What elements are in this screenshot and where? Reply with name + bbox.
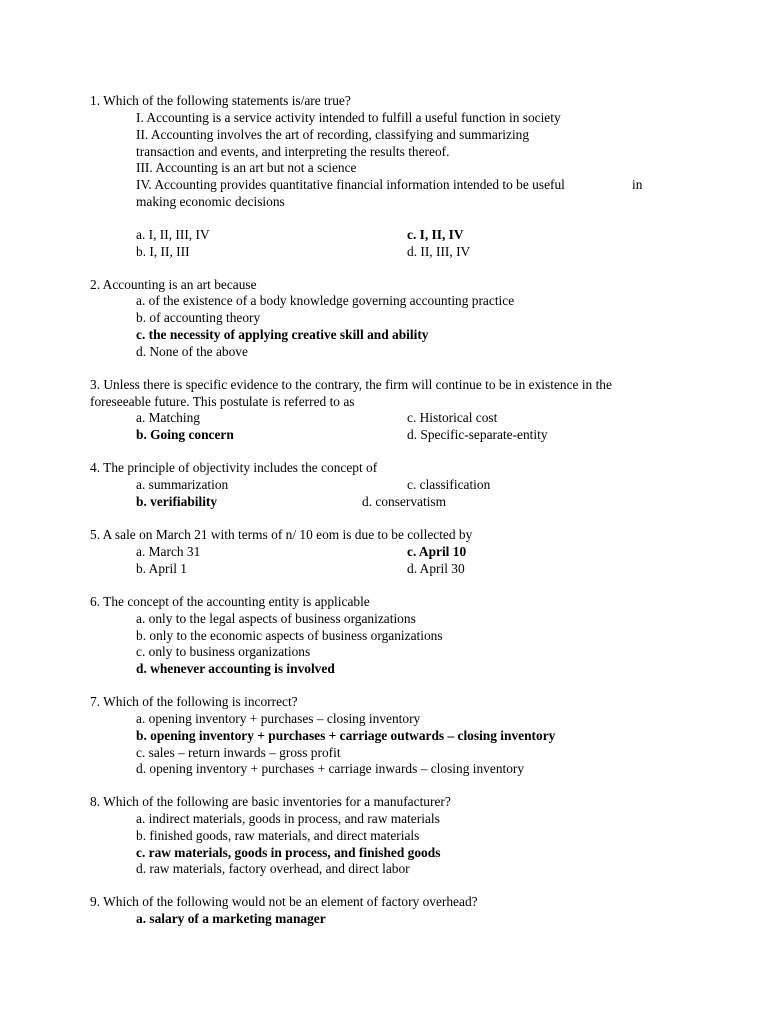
q1-statement-1: I. Accounting is a service activity intended to fulfill a useful function in society xyxy=(136,110,561,125)
q7-option-a: a. opening inventory + purchases – closing inventory xyxy=(136,711,421,726)
q1-statement-4-trailing: in xyxy=(632,177,643,192)
q4-option-d: d. conservatism xyxy=(362,494,447,509)
q8-option-c: c. raw materials, goods in process, and finished goods xyxy=(136,845,441,860)
q7-option-b: b. opening inventory + purchases + carriage outwards – closing inventory xyxy=(136,728,556,743)
q4-option-c: c. classification xyxy=(407,477,491,492)
q7-option-d: d. opening inventory + purchases + carriage inwards – closing inventory xyxy=(136,761,525,776)
q1-statement-4-cont: making economic decisions xyxy=(136,194,285,209)
q2-option-b: b. of accounting theory xyxy=(136,310,261,325)
q2-option-d: d. None of the above xyxy=(136,344,248,359)
q2-option-a: a. of the existence of a body knowledge governing accounting practice xyxy=(136,293,515,308)
q1-option-b: b. I, II, III xyxy=(136,244,190,259)
q5-option-c: c. April 10 xyxy=(407,544,467,559)
q3-option-d: d. Specific-separate-entity xyxy=(407,427,548,442)
q1-statement-2-cont: transaction and events, and interpreting the results thereof. xyxy=(136,144,450,159)
q4-stem: 4. The principle of objectivity includes the concept of xyxy=(90,460,378,475)
q6-option-b: b. only to the economic aspects of business organizations xyxy=(136,628,443,643)
q1-statement-4: IV. Accounting provides quantitative financial information intended to be useful xyxy=(136,177,565,192)
q3-stem-cont: foreseeable future. This postulate is referred to as xyxy=(90,394,355,409)
q9-stem: 9. Which of the following would not be an element of factory overhead? xyxy=(90,894,478,909)
q7-option-c: c. sales – return inwards – gross profit xyxy=(136,745,341,760)
q4-option-a: a. summarization xyxy=(136,477,229,492)
q5-stem: 5. A sale on March 21 with terms of n/ 10 eom is due to be collected by xyxy=(90,527,473,542)
q6-option-a: a. only to the legal aspects of business organizations xyxy=(136,611,416,626)
q2-stem: 2. Accounting is an art because xyxy=(90,277,257,292)
q5-option-d: d. April 30 xyxy=(407,561,465,576)
q9-option-a: a. salary of a marketing manager xyxy=(136,911,326,926)
q6-option-d: d. whenever accounting is involved xyxy=(136,661,335,676)
q1-statement-2: II. Accounting involves the art of recording, classifying and summarizing xyxy=(136,127,530,142)
q4-option-b: b. verifiability xyxy=(136,494,218,509)
q3-option-c: c. Historical cost xyxy=(407,410,498,425)
q1-option-d: d. II, III, IV xyxy=(407,244,471,259)
q3-option-b: b. Going concern xyxy=(136,427,234,442)
q1-stem: 1. Which of the following statements is/are true? xyxy=(90,93,351,108)
q1-option-a: a. I, II, III, IV xyxy=(136,227,210,242)
q6-option-c: c. only to business organizations xyxy=(136,644,311,659)
q3-option-a: a. Matching xyxy=(136,410,200,425)
q1-option-c: c. I, II, IV xyxy=(407,227,464,242)
q5-option-b: b. April 1 xyxy=(136,561,187,576)
q8-option-a: a. indirect materials, goods in process, and raw materials xyxy=(136,811,440,826)
q8-stem: 8. Which of the following are basic inventories for a manufacturer? xyxy=(90,794,451,809)
q7-stem: 7. Which of the following is incorrect? xyxy=(90,694,298,709)
q6-stem: 6. The concept of the accounting entity is applicable xyxy=(90,594,370,609)
q2-option-c: c. the necessity of applying creative skill and ability xyxy=(136,327,429,342)
q3-stem: 3. Unless there is specific evidence to the contrary, the firm will continue to be in existence in the xyxy=(90,377,612,392)
q8-option-d: d. raw materials, factory overhead, and direct labor xyxy=(136,861,410,876)
q5-option-a: a. March 31 xyxy=(136,544,201,559)
q8-option-b: b. finished goods, raw materials, and direct materials xyxy=(136,828,420,843)
q1-statement-3: III. Accounting is an art but not a science xyxy=(136,160,357,175)
